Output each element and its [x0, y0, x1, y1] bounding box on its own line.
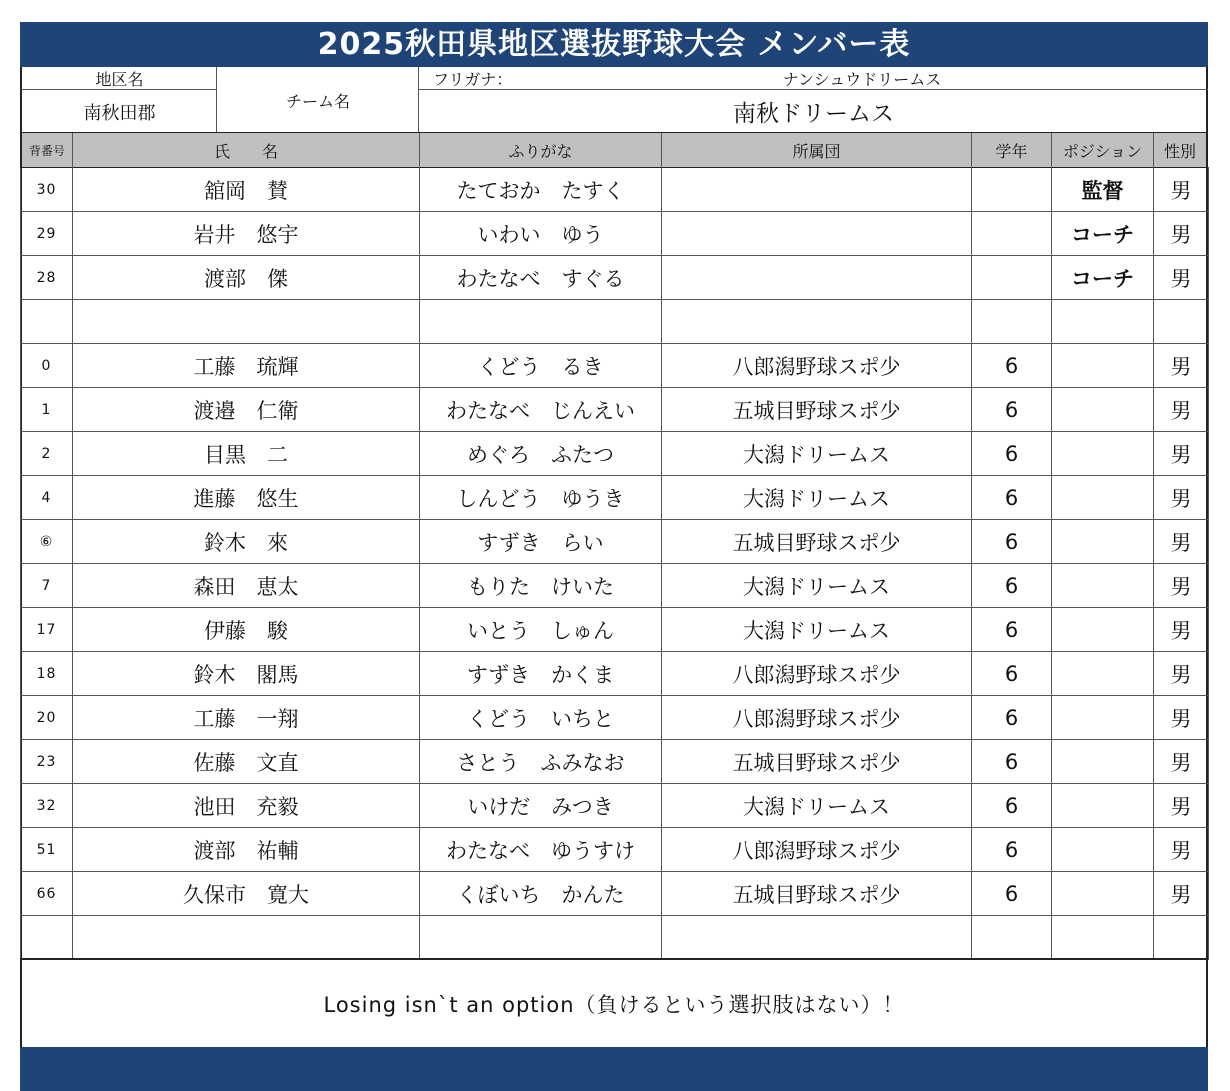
position-cell [1052, 872, 1154, 916]
grade-cell: 6 [972, 564, 1052, 608]
name-cell: 鈴木 來 [73, 520, 420, 564]
grade-cell: 6 [972, 432, 1052, 476]
affiliation-cell: 五城目野球スポ少 [662, 872, 972, 916]
affiliation-cell [662, 256, 972, 300]
col-affiliation: 所属団 [661, 133, 971, 167]
table-row [21, 784, 1209, 828]
furigana-cell: わたなべ じんえい [420, 388, 662, 432]
affiliation-cell: 大潟ドリームス [662, 476, 972, 520]
table-row [21, 916, 1209, 960]
affiliation-cell: 八郎潟野球スポ少 [662, 696, 972, 740]
furigana-cell: しんどう ゆうき [420, 476, 662, 520]
name-cell: 伊藤 駿 [73, 608, 420, 652]
name-cell: 工藤 一翔 [73, 696, 420, 740]
position-cell [1052, 344, 1154, 388]
table-row [21, 696, 1209, 740]
position-cell [1052, 652, 1154, 696]
table-row [21, 828, 1209, 872]
district-value: 南秋田郡 [20, 90, 217, 133]
affiliation-cell [662, 168, 972, 212]
number-cell: 51 [21, 828, 73, 872]
number-cell: 29 [21, 212, 73, 256]
name-cell: 久保市 寛大 [73, 872, 420, 916]
position-cell: コーチ [1052, 256, 1154, 300]
name-cell: 目黒 二 [73, 432, 420, 476]
gender-cell: 男 [1154, 652, 1209, 696]
footer-message: Losing isn`t an option（負けるという選択肢はない）！ [20, 958, 1208, 1048]
col-position: ポジション [1051, 133, 1153, 167]
col-number: 背番号 [20, 133, 72, 167]
position-cell [1052, 784, 1154, 828]
name-cell: 工藤 琉輝 [73, 344, 420, 388]
table-row [21, 652, 1209, 696]
affiliation-cell [662, 916, 972, 960]
gender-cell: 男 [1154, 872, 1209, 916]
position-cell [1052, 828, 1154, 872]
position-cell [1052, 388, 1154, 432]
grade-cell: 6 [972, 828, 1052, 872]
gender-cell: 男 [1154, 784, 1209, 828]
furigana-cell [420, 300, 662, 344]
position-cell [1052, 916, 1154, 960]
number-cell: ⑥ [21, 520, 73, 564]
table-row [21, 388, 1209, 432]
table-row [21, 872, 1209, 916]
name-cell: 鈴木 閣馬 [73, 652, 420, 696]
gender-cell: 男 [1154, 564, 1209, 608]
furigana-cell: めぐろ ふたつ [420, 432, 662, 476]
furigana-cell: わたなべ すぐる [420, 256, 662, 300]
grade-cell: 6 [972, 872, 1052, 916]
furigana-cell: くどう るき [420, 344, 662, 388]
position-cell [1052, 696, 1154, 740]
col-name: 氏 名 [72, 133, 419, 167]
gender-cell [1154, 916, 1209, 960]
grade-cell: 6 [972, 608, 1052, 652]
position-cell: コーチ [1052, 212, 1154, 256]
gender-cell: 男 [1154, 212, 1209, 256]
name-cell: 進藤 悠生 [73, 476, 420, 520]
gender-cell: 男 [1154, 520, 1209, 564]
grade-cell: 6 [972, 520, 1052, 564]
number-cell: 1 [21, 388, 73, 432]
grade-cell: 6 [972, 740, 1052, 784]
position-cell [1052, 608, 1154, 652]
affiliation-cell: 大潟ドリームス [662, 784, 972, 828]
grade-cell [972, 300, 1052, 344]
affiliation-cell: 五城目野球スポ少 [662, 520, 972, 564]
table-row [21, 256, 1209, 300]
number-cell [21, 916, 73, 960]
table-row [21, 740, 1209, 784]
affiliation-cell: 八郎潟野球スポ少 [662, 344, 972, 388]
number-cell: 17 [21, 608, 73, 652]
gender-cell: 男 [1154, 256, 1209, 300]
furigana-cell: たておか たすく [420, 168, 662, 212]
affiliation-cell: 八郎潟野球スポ少 [662, 652, 972, 696]
sheet-title: 2025秋田県地区選抜野球大会 メンバー表 [20, 22, 1208, 67]
furigana-cell: いとう しゅん [420, 608, 662, 652]
furigana-cell: いけだ みつき [420, 784, 662, 828]
gender-cell: 男 [1154, 168, 1209, 212]
position-cell [1052, 520, 1154, 564]
gender-cell: 男 [1154, 696, 1209, 740]
col-grade: 学年 [971, 133, 1051, 167]
team-name: 南秋ドリームス [418, 90, 1208, 133]
affiliation-cell: 五城目野球スポ少 [662, 388, 972, 432]
number-cell: 66 [21, 872, 73, 916]
number-cell: 30 [21, 168, 73, 212]
table-row [21, 520, 1209, 564]
team-furigana: ナンシュウドリームス [516, 67, 1208, 90]
grade-cell: 6 [972, 696, 1052, 740]
number-cell: 32 [21, 784, 73, 828]
position-cell [1052, 432, 1154, 476]
name-cell: 渡部 傑 [73, 256, 420, 300]
grade-cell: 6 [972, 476, 1052, 520]
gender-cell: 男 [1154, 476, 1209, 520]
furigana-cell: わたなべ ゆうすけ [420, 828, 662, 872]
grade-cell: 6 [972, 652, 1052, 696]
table-row [21, 168, 1209, 212]
number-cell: 18 [21, 652, 73, 696]
number-cell: 4 [21, 476, 73, 520]
district-label: 地区名 [20, 67, 217, 90]
bottom-band [20, 1047, 1208, 1091]
number-cell: 7 [21, 564, 73, 608]
grade-cell: 6 [972, 388, 1052, 432]
number-cell: 23 [21, 740, 73, 784]
furigana-cell: くぼいち かんた [420, 872, 662, 916]
grade-cell [972, 916, 1052, 960]
number-cell: 0 [21, 344, 73, 388]
gender-cell: 男 [1154, 608, 1209, 652]
affiliation-cell [662, 212, 972, 256]
position-cell [1052, 300, 1154, 344]
furigana-cell: もりた けいた [420, 564, 662, 608]
name-cell: 森田 恵太 [73, 564, 420, 608]
team-label: チーム名 [216, 67, 419, 133]
grade-cell: 6 [972, 344, 1052, 388]
name-cell: 舘岡 賛 [73, 168, 420, 212]
table-row [21, 564, 1209, 608]
name-cell [73, 916, 420, 960]
roster-body [21, 168, 1209, 960]
furigana-cell [420, 916, 662, 960]
affiliation-cell: 五城目野球スポ少 [662, 740, 972, 784]
furigana-cell: いわい ゆう [420, 212, 662, 256]
table-row [21, 476, 1209, 520]
gender-cell: 男 [1154, 432, 1209, 476]
table-row [21, 212, 1209, 256]
gender-cell: 男 [1154, 344, 1209, 388]
position-cell: 監督 [1052, 168, 1154, 212]
grade-cell [972, 212, 1052, 256]
name-cell: 渡邉 仁衛 [73, 388, 420, 432]
grade-cell [972, 168, 1052, 212]
number-cell: 28 [21, 256, 73, 300]
gender-cell [1154, 300, 1209, 344]
table-row [21, 300, 1209, 344]
furigana-label: フリガナ： [418, 67, 516, 90]
affiliation-cell: 八郎潟野球スポ少 [662, 828, 972, 872]
gender-cell: 男 [1154, 388, 1209, 432]
name-cell: 池田 充毅 [73, 784, 420, 828]
position-cell [1052, 740, 1154, 784]
position-cell [1052, 476, 1154, 520]
name-cell: 渡部 祐輔 [73, 828, 420, 872]
name-cell: 岩井 悠宇 [73, 212, 420, 256]
number-cell [21, 300, 73, 344]
number-cell: 20 [21, 696, 73, 740]
affiliation-cell [662, 300, 972, 344]
roster-table [20, 167, 1209, 960]
position-cell [1052, 564, 1154, 608]
table-row [21, 344, 1209, 388]
col-gender: 性別 [1153, 133, 1208, 167]
grade-cell: 6 [972, 784, 1052, 828]
name-cell: 佐藤 文直 [73, 740, 420, 784]
table-row [21, 608, 1209, 652]
col-furigana: ふりがな [419, 133, 661, 167]
grade-cell [972, 256, 1052, 300]
affiliation-cell: 大潟ドリームス [662, 432, 972, 476]
affiliation-cell: 大潟ドリームス [662, 564, 972, 608]
furigana-cell: すずき かくま [420, 652, 662, 696]
furigana-cell: くどう いちと [420, 696, 662, 740]
name-cell [73, 300, 420, 344]
table-row [21, 432, 1209, 476]
number-cell: 2 [21, 432, 73, 476]
furigana-cell: さとう ふみなお [420, 740, 662, 784]
gender-cell: 男 [1154, 740, 1209, 784]
affiliation-cell: 大潟ドリームス [662, 608, 972, 652]
gender-cell: 男 [1154, 828, 1209, 872]
furigana-cell: すずき らい [420, 520, 662, 564]
